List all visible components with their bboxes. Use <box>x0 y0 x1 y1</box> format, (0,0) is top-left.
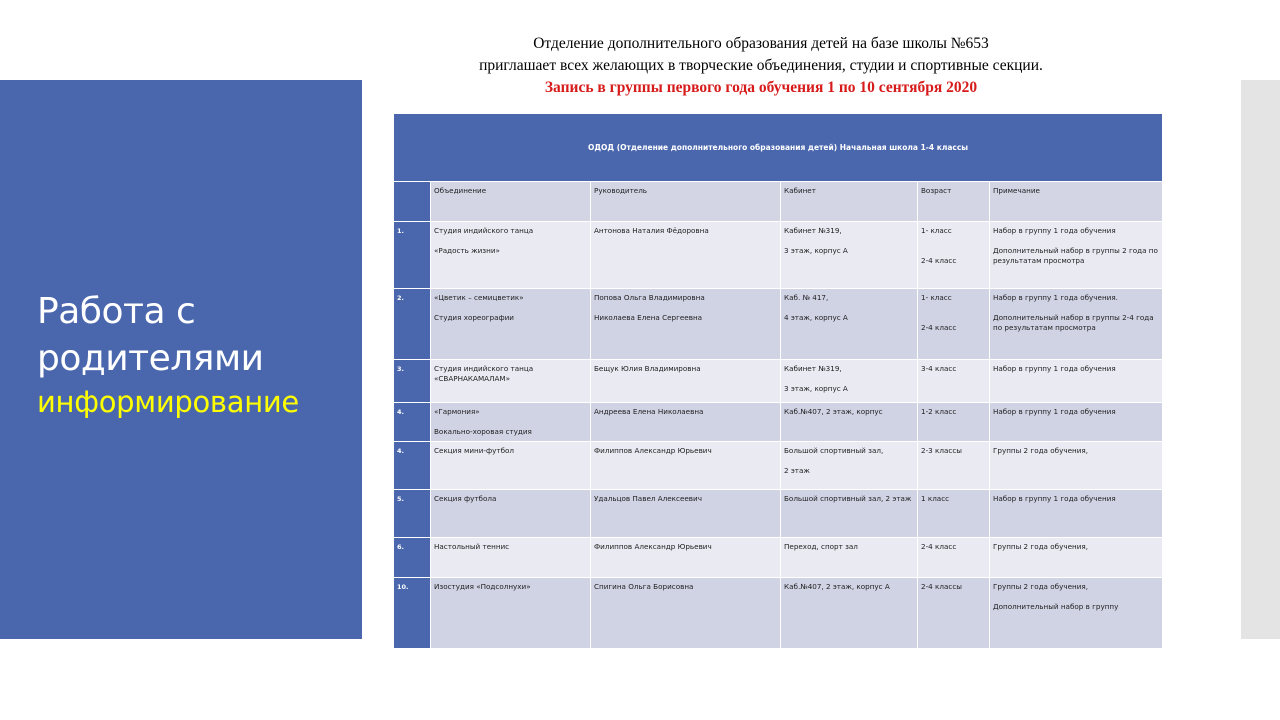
schedule-table-container <box>393 113 1162 649</box>
note-cell <box>990 289 1163 360</box>
group-cell <box>431 360 591 403</box>
leader-cell <box>591 538 781 578</box>
room-cell-text: Кабинет №319, <box>784 364 842 373</box>
room-cell-text: Кабинет №319, <box>784 226 842 235</box>
leader-cell-text: Андреева Елена Николаевна <box>594 407 704 416</box>
note-cell-text: Набор в группу 1 года обучения <box>993 226 1116 235</box>
leader-cell <box>591 442 781 490</box>
room-cell-text: 3 этаж, корпус А <box>784 246 848 255</box>
note-cell-text: Набор в группу 1 года обучения <box>993 494 1116 503</box>
leader-cell-text: Филиппов Александр Юрьевич <box>594 446 712 455</box>
announcement-line1: Отделение дополнительного образования детей на базе школы №653 <box>533 35 989 52</box>
note-cell <box>990 442 1163 490</box>
group-cell-text: Студия индийского танца «СВАРНАКАМАЛАМ» <box>434 364 534 383</box>
note-cell-text: Набор в группу 1 года обучения <box>993 364 1116 373</box>
age-cell-text: 1- класс <box>921 293 952 302</box>
row-number <box>394 442 431 490</box>
decorative-side-bar <box>1241 80 1280 639</box>
leader-cell-text: Филиппов Александр Юрьевич <box>594 542 712 551</box>
group-cell <box>431 538 591 578</box>
room-cell <box>781 490 918 538</box>
table-row <box>394 289 1163 360</box>
row-number <box>394 578 431 649</box>
announcement-header <box>400 34 1122 98</box>
note-cell-text: Группы 2 года обучения, <box>993 582 1088 591</box>
group-cell-text: «Цветик – семицветик» <box>434 293 524 302</box>
group-cell-text: Секция футбола <box>434 494 497 503</box>
group-cell-text: Секция мини-футбол <box>434 446 515 455</box>
note-cell <box>990 490 1163 538</box>
note-cell <box>990 360 1163 403</box>
row-number-text: 2. <box>397 294 404 302</box>
table-row <box>394 578 1163 649</box>
slide-title-line2: родителями <box>37 338 264 379</box>
schedule-table <box>393 113 1163 649</box>
table-row <box>394 442 1163 490</box>
table-row <box>394 490 1163 538</box>
age-cell <box>918 360 990 403</box>
table-row <box>394 222 1163 289</box>
note-cell <box>990 538 1163 578</box>
note-cell-text: Дополнительный набор в группы 2-4 года по результатам просмотра <box>993 313 1154 332</box>
room-cell <box>781 289 918 360</box>
announcement-line2: приглашает всех желающих в творческие объединения, студии и спортивные секции. <box>479 57 1043 74</box>
age-cell-text: 1- класс <box>921 226 952 235</box>
note-cell <box>990 222 1163 289</box>
group-cell <box>431 490 591 538</box>
note-cell <box>990 578 1163 649</box>
room-cell-text: Большой спортивный зал, <box>784 446 884 455</box>
row-number <box>394 222 431 289</box>
column-header-leader: Руководитель <box>591 182 781 222</box>
age-cell-text: 2-4 классы <box>921 582 962 591</box>
row-number <box>394 289 431 360</box>
room-cell <box>781 578 918 649</box>
group-cell-text: Студия хореографии <box>434 313 514 322</box>
row-number <box>394 538 431 578</box>
room-cell-text: Каб.№407, 2 этаж, корпус А <box>784 582 890 591</box>
age-cell-text: 2-4 класс <box>921 542 957 551</box>
group-cell <box>431 442 591 490</box>
row-number-text: 4. <box>397 408 404 416</box>
age-cell <box>918 403 990 442</box>
room-cell-text: 4 этаж, корпус А <box>784 313 848 322</box>
group-cell-text: Изостудия «Подсолнухи» <box>434 582 531 591</box>
leader-cell-text: Спигина Ольга Борисовна <box>594 582 694 591</box>
row-number <box>394 360 431 403</box>
age-cell-text: 1-2 класс <box>921 407 957 416</box>
group-cell <box>431 289 591 360</box>
room-cell <box>781 403 918 442</box>
leader-cell-text: Бещук Юлия Владимировна <box>594 364 701 373</box>
group-cell-text: Студия индийского танца <box>434 226 534 235</box>
row-number-text: 6. <box>397 543 404 551</box>
room-cell-text: Каб. № 417, <box>784 293 829 302</box>
note-cell <box>990 403 1163 442</box>
age-cell-text: 2-4 класс <box>921 256 957 265</box>
table-row <box>394 360 1163 403</box>
room-cell-text: 3 этаж, корпус А <box>784 384 848 393</box>
room-cell-text: Каб.№407, 2 этаж, корпус <box>784 407 883 416</box>
row-number-text: 5. <box>397 495 404 503</box>
leader-cell <box>591 578 781 649</box>
row-number-text: 4. <box>397 447 404 455</box>
age-cell <box>918 578 990 649</box>
age-cell <box>918 222 990 289</box>
leader-cell <box>591 222 781 289</box>
room-cell <box>781 360 918 403</box>
leader-cell <box>591 403 781 442</box>
row-number-text: 3. <box>397 365 404 373</box>
age-cell-text: 2-4 класс <box>921 323 957 332</box>
room-cell <box>781 538 918 578</box>
leader-cell-text: Попова Ольга Владимировна <box>594 293 705 302</box>
room-cell-text: Переход, спорт зал <box>784 542 858 551</box>
group-cell-text: Вокально-хоровая студия <box>434 427 532 436</box>
leader-cell <box>591 360 781 403</box>
leader-cell <box>591 490 781 538</box>
room-cell <box>781 442 918 490</box>
age-cell-text: 3-4 класс <box>921 364 957 373</box>
row-number <box>394 403 431 442</box>
group-cell <box>431 222 591 289</box>
note-cell-text: Дополнительный набор в группы 2 года по результатам просмотра <box>993 246 1158 265</box>
registration-notice: Запись в группы первого года обучения 1 по 10 сентября 2020 <box>544 79 978 96</box>
group-cell <box>431 578 591 649</box>
leader-cell-text: Антонова Наталия Фёдоровна <box>594 226 709 235</box>
slide-title <box>37 288 357 422</box>
group-cell <box>431 403 591 442</box>
group-cell-text: Настольный теннис <box>434 542 510 551</box>
leader-cell-text: Удальцов Павел Алексеевич <box>594 494 702 503</box>
row-number-text: 1. <box>397 227 404 235</box>
note-cell-text: Набор в группу 1 года обучения <box>993 407 1116 416</box>
column-header-group: Объединение <box>431 182 591 222</box>
age-cell <box>918 442 990 490</box>
row-number-text: 10. <box>397 583 409 591</box>
column-header-age: Возраст <box>918 182 990 222</box>
room-cell-text: Большой спортивный зал, 2 этаж <box>784 494 912 503</box>
group-cell-text: «Радость жизни» <box>434 246 500 255</box>
table-row <box>394 538 1163 578</box>
header-num-cell <box>394 182 431 222</box>
room-cell-text: 2 этаж <box>784 466 810 475</box>
column-header-note: Примечание <box>990 182 1163 222</box>
age-cell-text: 2-3 классы <box>921 446 962 455</box>
leader-cell-text: Николаева Елена Сергеевна <box>594 313 703 322</box>
slide-title-line1: Работа с <box>37 291 196 332</box>
note-cell-text: Группы 2 года обучения, <box>993 446 1088 455</box>
age-cell <box>918 538 990 578</box>
slide-subtitle: информирование <box>37 385 299 419</box>
note-cell-text: Набор в группу 1 года обучения. <box>993 293 1118 302</box>
table-row <box>394 403 1163 442</box>
note-cell-text: Группы 2 года обучения, <box>993 542 1088 551</box>
age-cell-text: 1 класс <box>921 494 950 503</box>
room-cell <box>781 222 918 289</box>
note-cell-text: Дополнительный набор в группу <box>993 602 1119 611</box>
column-header-room: Кабинет <box>781 182 918 222</box>
age-cell <box>918 490 990 538</box>
group-cell-text: «Гармония» <box>434 407 480 416</box>
age-cell <box>918 289 990 360</box>
table-title: ОДОД (Отделение дополнительного образования детей) Начальная школа 1-4 классы <box>394 114 1163 182</box>
row-number <box>394 490 431 538</box>
leader-cell <box>591 289 781 360</box>
